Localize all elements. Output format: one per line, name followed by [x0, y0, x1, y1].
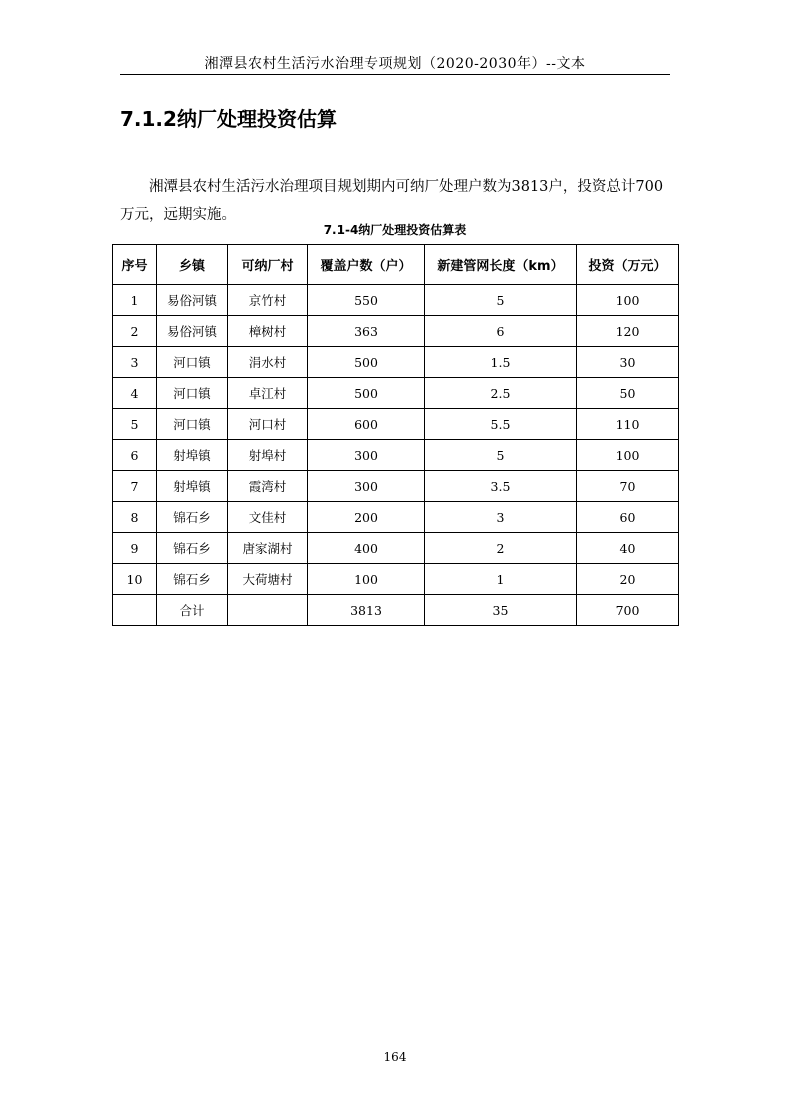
cell-households: 500	[308, 347, 425, 378]
cell-households: 600	[308, 409, 425, 440]
section-heading: 7.1.2纳厂处理投资估算	[120, 107, 337, 131]
table-header-row	[113, 245, 679, 285]
column-header-township: 乡镇	[157, 245, 228, 285]
table-row	[113, 316, 679, 347]
cell-village: 大荷塘村	[228, 564, 308, 595]
header-divider	[120, 74, 670, 75]
table-row	[113, 409, 679, 440]
cell-pipe-length: 1.5	[425, 347, 577, 378]
cell-investment: 20	[577, 564, 679, 595]
cell-village: 河口村	[228, 409, 308, 440]
cell-investment: 110	[577, 409, 679, 440]
cell-pipe-length: 2	[425, 533, 577, 564]
table-row	[113, 440, 679, 471]
cell-total-label: 合计	[157, 595, 228, 626]
cell-township: 易俗河镇	[157, 285, 228, 316]
cell-index: 8	[113, 502, 157, 533]
cell-pipe-length: 3	[425, 502, 577, 533]
cell-households: 200	[308, 502, 425, 533]
cell-index: 4	[113, 378, 157, 409]
page-number: 164	[383, 1050, 407, 1064]
cell-total-households: 3813	[308, 595, 425, 626]
cell-index: 1	[113, 285, 157, 316]
cell-township: 射埠镇	[157, 471, 228, 502]
table-caption: 7.1-4纳厂处理投资估算表	[323, 223, 467, 237]
table-total-row	[113, 595, 679, 626]
cell-township: 河口镇	[157, 378, 228, 409]
cell-township: 河口镇	[157, 409, 228, 440]
table-row	[113, 533, 679, 564]
cell-index: 9	[113, 533, 157, 564]
cell-investment: 50	[577, 378, 679, 409]
cell-households: 300	[308, 440, 425, 471]
cell-investment: 100	[577, 440, 679, 471]
cell-investment: 120	[577, 316, 679, 347]
cell-households: 550	[308, 285, 425, 316]
cell-households: 363	[308, 316, 425, 347]
investment-table	[112, 244, 679, 626]
cell-pipe-length: 5	[425, 285, 577, 316]
cell-township: 锦石乡	[157, 502, 228, 533]
cell-total-investment: 700	[577, 595, 679, 626]
column-header-investment: 投资（万元）	[577, 245, 679, 285]
table-row	[113, 347, 679, 378]
column-header-households: 覆盖户数（户）	[308, 245, 425, 285]
cell-pipe-length: 1	[425, 564, 577, 595]
cell-investment: 30	[577, 347, 679, 378]
cell-village	[228, 595, 308, 626]
table-row	[113, 285, 679, 316]
cell-pipe-length: 6	[425, 316, 577, 347]
column-header-village: 可纳厂村	[228, 245, 308, 285]
table-row	[113, 564, 679, 595]
cell-township: 河口镇	[157, 347, 228, 378]
cell-pipe-length: 2.5	[425, 378, 577, 409]
cell-households: 300	[308, 471, 425, 502]
cell-index	[113, 595, 157, 626]
cell-village: 射埠村	[228, 440, 308, 471]
cell-total-pipe-length: 35	[425, 595, 577, 626]
cell-township: 易俗河镇	[157, 316, 228, 347]
cell-households: 500	[308, 378, 425, 409]
column-header-index: 序号	[113, 245, 157, 285]
cell-investment: 40	[577, 533, 679, 564]
cell-pipe-length: 3.5	[425, 471, 577, 502]
cell-pipe-length: 5	[425, 440, 577, 471]
column-header-pipe-length: 新建管网长度（km）	[425, 245, 577, 285]
cell-investment: 60	[577, 502, 679, 533]
table-row	[113, 378, 679, 409]
cell-township: 射埠镇	[157, 440, 228, 471]
running-header: 湘潭县农村生活污水治理专项规划（2020-2030年）--文本	[204, 56, 586, 72]
cell-index: 3	[113, 347, 157, 378]
cell-village: 涓水村	[228, 347, 308, 378]
cell-township: 锦石乡	[157, 533, 228, 564]
cell-index: 5	[113, 409, 157, 440]
cell-village: 文佳村	[228, 502, 308, 533]
cell-pipe-length: 5.5	[425, 409, 577, 440]
cell-index: 7	[113, 471, 157, 502]
table-row	[113, 502, 679, 533]
cell-index: 2	[113, 316, 157, 347]
cell-township: 锦石乡	[157, 564, 228, 595]
cell-village: 霞湾村	[228, 471, 308, 502]
cell-investment: 100	[577, 285, 679, 316]
cell-village: 卓江村	[228, 378, 308, 409]
cell-households: 100	[308, 564, 425, 595]
cell-investment: 70	[577, 471, 679, 502]
table-row	[113, 471, 679, 502]
cell-index: 10	[113, 564, 157, 595]
cell-village: 唐家湖村	[228, 533, 308, 564]
cell-village: 樟树村	[228, 316, 308, 347]
cell-households: 400	[308, 533, 425, 564]
body-paragraph: 湘潭县农村生活污水治理项目规划期内可纳厂处理户数为3813户，投资总计700万元，远期实施。	[120, 178, 664, 223]
cell-index: 6	[113, 440, 157, 471]
cell-village: 京竹村	[228, 285, 308, 316]
